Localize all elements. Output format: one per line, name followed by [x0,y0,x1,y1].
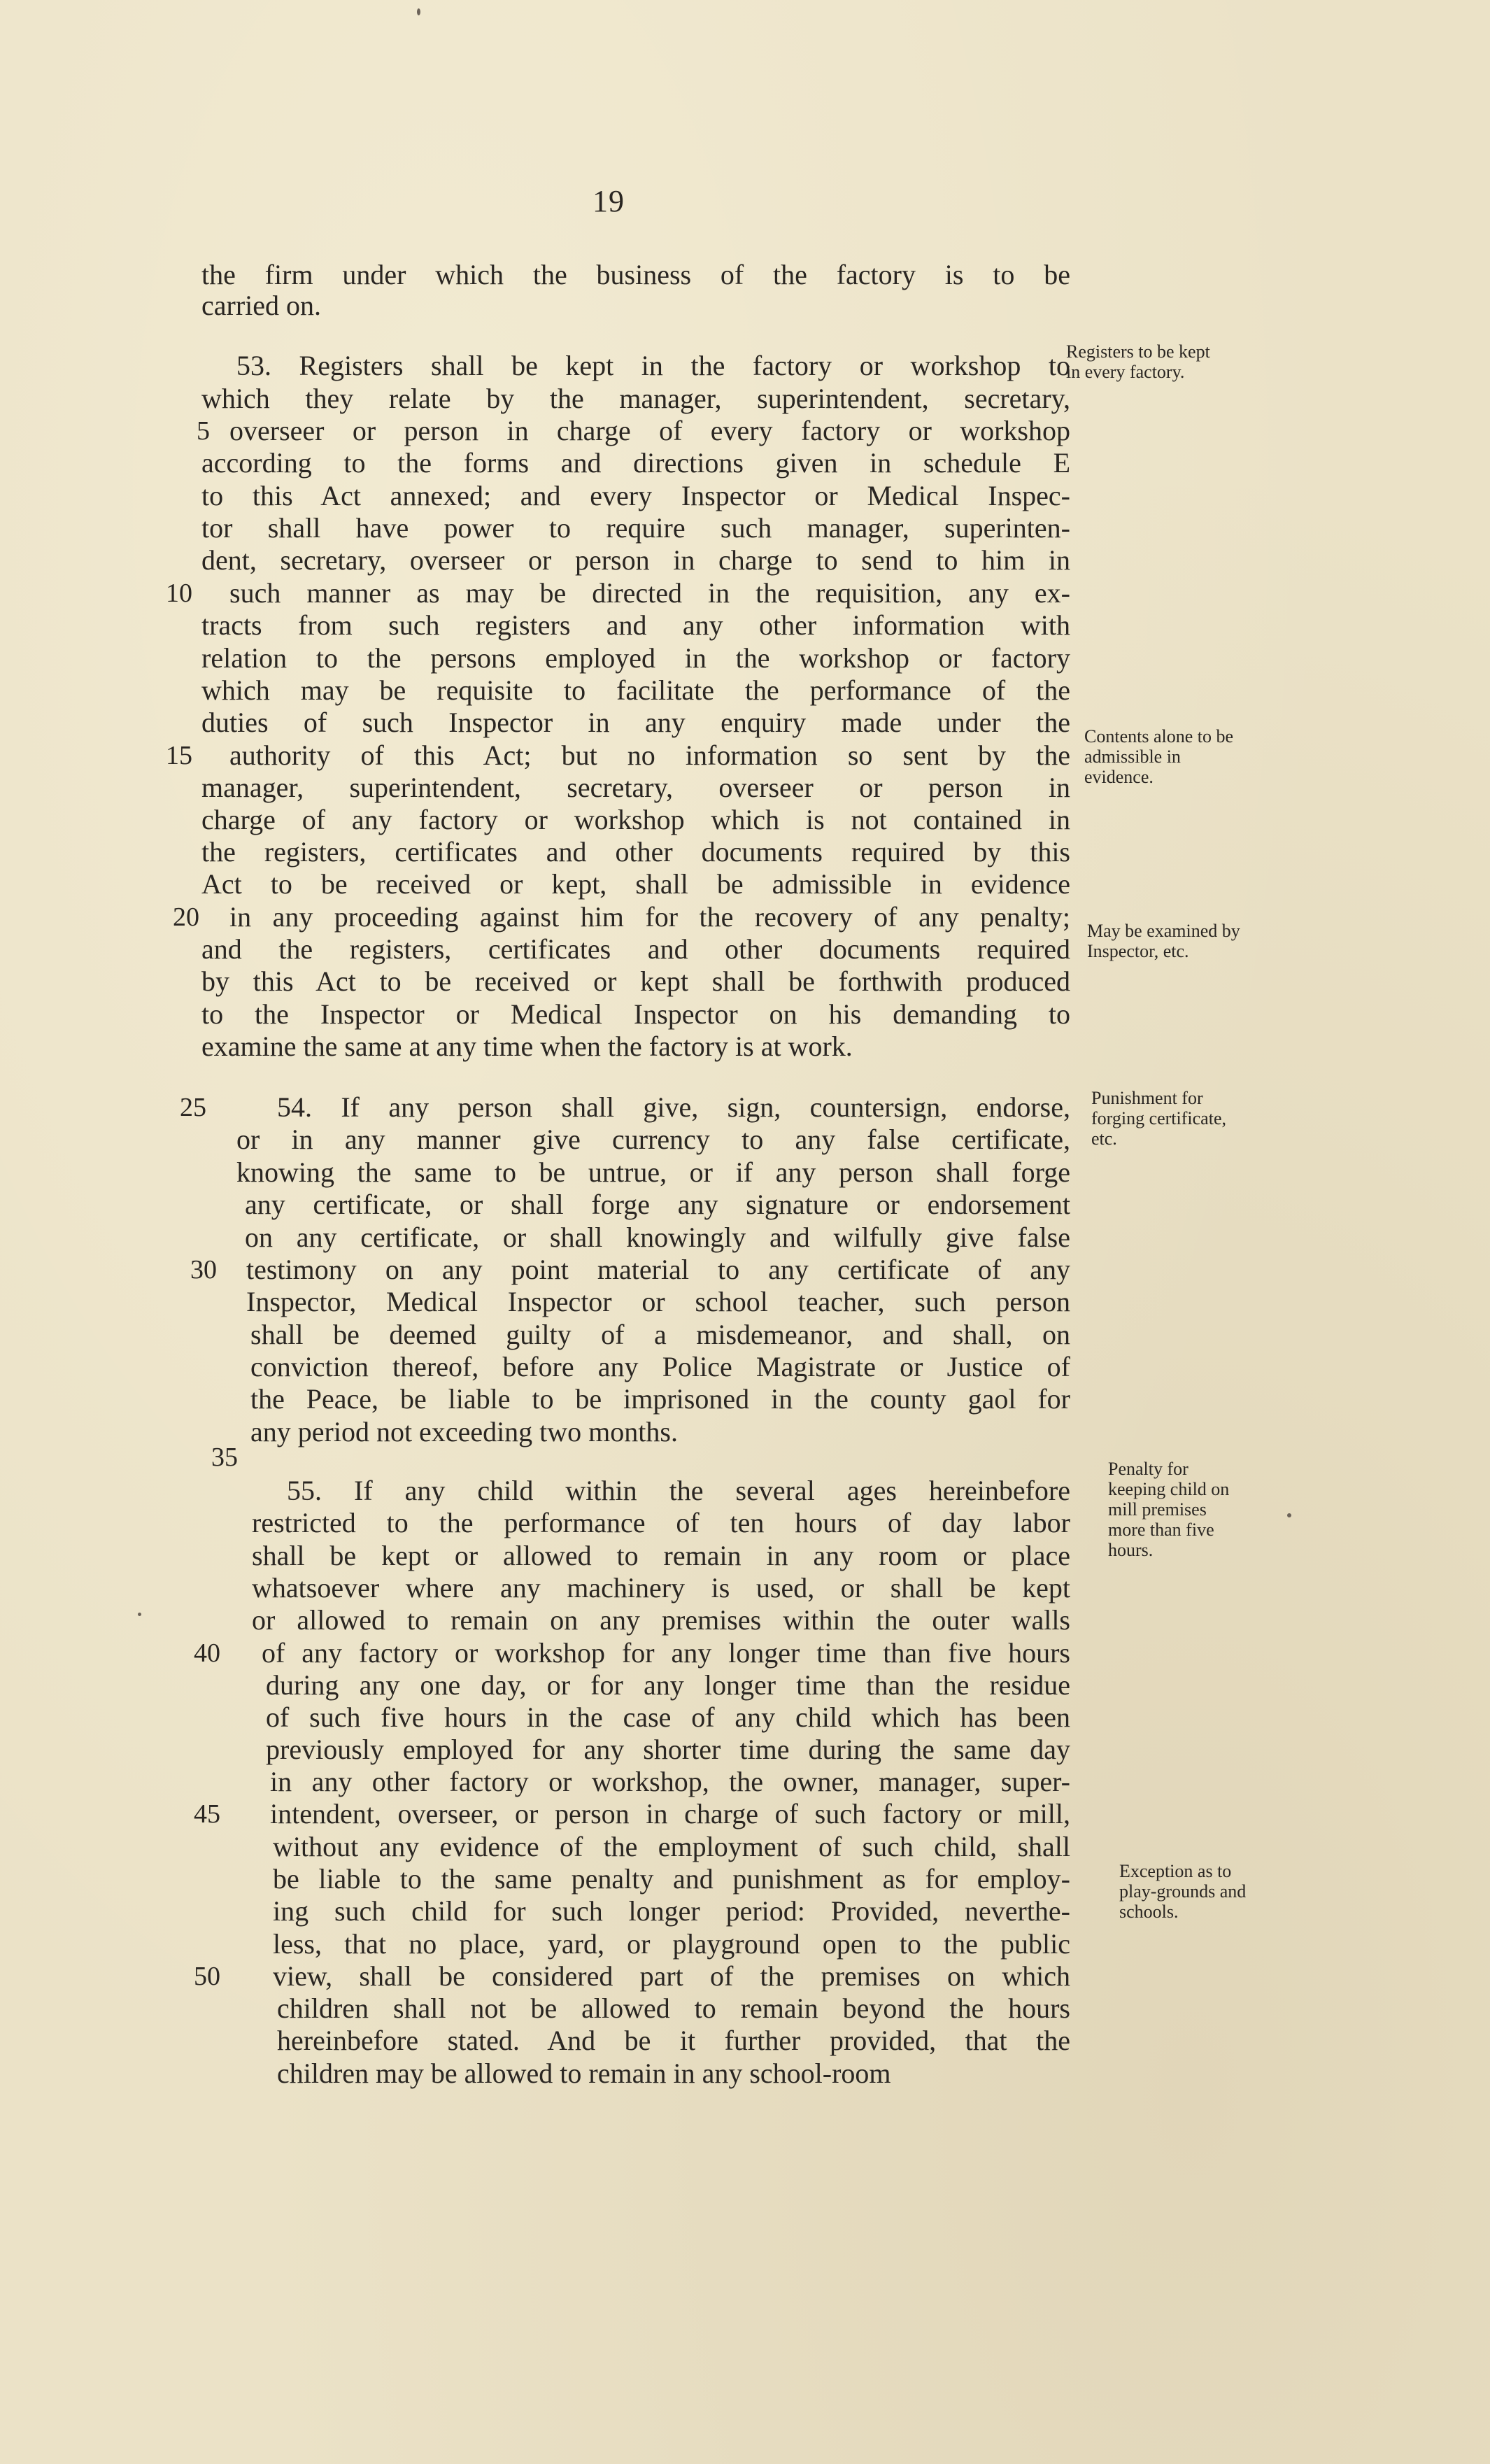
marginal-note: Punishment for forging certificate, etc. [1091,1088,1226,1149]
text-line: to the Inspector or Medical Inspector on his demanding to [201,998,1070,1030]
text-line: restricted to the performance of ten hours of day labor [252,1507,1070,1538]
line-number: 30 [190,1255,217,1284]
text-line: ing such child for such longer period: Provided, neverthe- [273,1895,1070,1927]
text-line: tor shall have power to require such manager, superinten- [201,512,1070,544]
text-line: the registers, certificates and other documents required by this [201,836,1070,868]
text-line: hereinbefore stated. And be it further provided, that the [277,2025,1070,2056]
text-line: duties of such Inspector in any enquiry made under the [201,707,1070,738]
text-line: knowing the same to be untrue, or if any person shall forge [236,1156,1070,1188]
text-line: according to the forms and directions given in schedule E [201,447,1070,479]
text-line: manager, superintendent, secretary, overseer or person in [201,772,1070,803]
text-line: authority of this Act; but no information so sent by the [229,739,1070,771]
line-number: 5 [197,416,210,446]
line-number: 50 [194,1962,220,1991]
text-line: in any proceeding against him for the recovery of any penalty; [229,901,1070,933]
text-line: in any other factory or workshop, the owner, manager, super- [270,1766,1070,1797]
text-line: children may be allowed to remain in any school-room [277,2058,891,2089]
text-line: relation to the persons employed in the workshop or factory [201,642,1070,674]
text-line: of any factory or workshop for any longer time than five hours [262,1637,1070,1669]
text-line: to this Act annexed; and every Inspector or Medical Inspec- [201,480,1070,511]
line-number: 40 [194,1638,220,1668]
text-line: the firm under which the business of the factory is to be [201,259,1070,290]
marginal-note: Exception as to play-grounds and schools. [1119,1861,1247,1922]
marginal-note: Penalty for keeping child on mill premises more than five hours. [1108,1459,1230,1560]
text-line: view, shall be considered part of the premises on which [273,1960,1070,1992]
line-number: 35 [211,1443,238,1472]
marginal-note: May be examined by Inspector, etc. [1087,921,1240,961]
text-line: shall be kept or allowed to remain in any room or place [252,1540,1070,1571]
text-line: such manner as may be directed in the requisition, any ex- [229,577,1070,609]
text-line: without any evidence of the employment of such child, shall [273,1831,1070,1862]
text-line: charge of any factory or workshop which is not contained in [201,804,1070,835]
text-line: on any certificate, or shall knowingly and wilfully give false [245,1222,1070,1253]
text-line: Act to be received or kept, shall be admissible in evidence [201,868,1070,900]
text-line: intendent, overseer, or person in charge of such factory or mill, [270,1798,1070,1829]
text-line: 55. If any child within the several ages hereinbefore [287,1475,1070,1506]
line-number: 20 [173,902,199,932]
ink-speck [417,8,420,15]
line-number: 10 [166,579,192,608]
text-line: any period not exceeding two months. [250,1416,678,1447]
text-line: 53. Registers shall be kept in the factory or workshop to [236,350,1070,381]
text-line: carried on. [201,290,322,321]
text-line: examine the same at any time when the factory is at work. [201,1031,853,1062]
line-number: 15 [166,741,192,770]
text-line: conviction thereof, before any Police Magistrate or Justice of [250,1351,1070,1382]
text-line: 54. If any person shall give, sign, countersign, endorse, [277,1091,1070,1123]
text-line: tracts from such registers and any other information with [201,609,1070,641]
ink-speck [138,1613,141,1616]
text-line: and the registers, certificates and other documents required [201,933,1070,965]
text-line: during any one day, or for any longer time than the residue [266,1669,1070,1701]
line-number: 45 [194,1799,220,1829]
marginal-note: Registers to be kept in every factory. [1066,341,1210,382]
marginal-note: Contents alone to be admissible in evidence. [1084,726,1234,787]
text-line: be liable to the same penalty and punishment as for employ- [273,1863,1070,1895]
text-line: or in any manner give currency to any false certificate, [236,1124,1070,1155]
text-line: whatsoever where any machinery is used, or shall be kept [252,1572,1070,1603]
line-number: 25 [180,1093,206,1122]
text-line: or allowed to remain on any premises within the outer walls [252,1604,1070,1636]
text-line: dent, secretary, overseer or person in charge to send to him in [201,544,1070,576]
text-line: by this Act to be received or kept shall be forthwith produced [201,965,1070,997]
text-line: Inspector, Medical Inspector or school teacher, such person [246,1286,1070,1317]
text-line: testimony on any point material to any certificate of any [246,1254,1070,1285]
text-line: less, that no place, yard, or playground open to the public [273,1928,1070,1960]
text-line: which they relate by the manager, superintendent, secretary, [201,383,1070,414]
text-line: any certificate, or shall forge any signature or endorsement [245,1189,1070,1220]
text-line: previously employed for any shorter time during the same day [266,1734,1070,1765]
ink-speck [1287,1513,1291,1517]
page-number: 19 [593,184,625,218]
text-line: which may be requisite to facilitate the performance of the [201,674,1070,706]
text-line: shall be deemed guilty of a misdemeanor, and shall, on [250,1319,1070,1350]
text-line: overseer or person in charge of every factory or workshop [229,415,1070,446]
text-line: of such five hours in the case of any child which has been [266,1701,1070,1733]
text-line: children shall not be allowed to remain beyond the hours [277,1992,1070,2024]
text-line: the Peace, be liable to be imprisoned in the county gaol for [250,1383,1070,1415]
